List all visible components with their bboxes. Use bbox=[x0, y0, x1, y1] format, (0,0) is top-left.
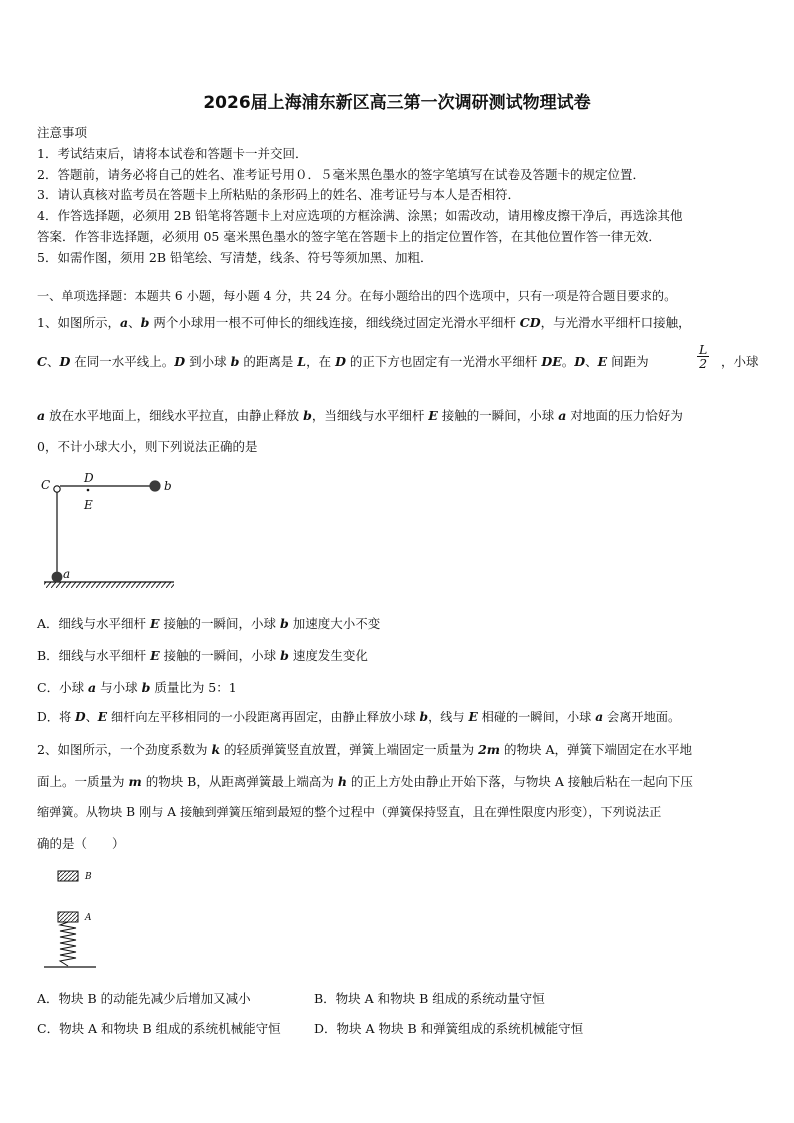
q1-line-2-end: ，小球 bbox=[721, 354, 759, 369]
fraction-L-over-2: $\frac{L}{2}$ bbox=[699, 342, 708, 372]
spring bbox=[60, 922, 76, 966]
label-A: A bbox=[85, 913, 92, 923]
q2-line-1: 2、如图所示，一个劲度系数为 k 的轻质弹簧竖直放置，弹簧上端固定一质量为 2m 的物块 A，弹簧下端固定在水平地 bbox=[37, 742, 692, 757]
q2-line-2: 面上。一质量为 m 的物块 B，从距离弹簧最上端高为 h 的正上方处由静止开始下落，与物块 A 接触后粘在一起向下压 bbox=[37, 774, 693, 789]
label-b: b bbox=[164, 479, 172, 493]
label-D: D bbox=[84, 471, 94, 485]
label-a: a bbox=[63, 567, 71, 581]
q2-option-b: B．物块 A 和物块 B 组成的系统动量守恒 bbox=[314, 991, 545, 1006]
label-E: E bbox=[84, 498, 93, 512]
block-B bbox=[58, 871, 78, 881]
q1-option-c: C．小球 a 与小球 b 质量比为 5：1 bbox=[37, 680, 237, 695]
q1-option-a: A．细线与水平细杆 E 接触的一瞬间，小球 b 加速度大小不变 bbox=[37, 616, 381, 631]
notice-item: 1．考试结束后，请将本试卷和答题卡一并交回． bbox=[37, 146, 308, 161]
q1-line-1: 1、如图所示，a、b 两个小球用一根不可伸长的细线连接，细线绕过固定光滑水平细杆 CD，与光滑水平细杆口接触， bbox=[37, 315, 691, 330]
rod-C bbox=[54, 486, 60, 492]
label-B: B bbox=[85, 872, 92, 882]
ball-a bbox=[52, 572, 63, 583]
page-title: 2026届上海浦东新区高三第一次调研测试物理试卷 bbox=[203, 93, 591, 113]
block-A bbox=[58, 912, 78, 922]
notice-item: 5．如需作图，须用 2B 铅笔绘、写清楚，线条、符号等须加黑、加粗． bbox=[37, 250, 433, 265]
q1-option-d: D．将 D、E 细杆向左平移相同的一小段距离再固定，由静止释放小球 b，线与 E 相碰的一瞬间，小球 a 会离开地面。 bbox=[37, 710, 681, 724]
q2-line-3: 缩弹簧。从物块 B 刚与 A 接触到弹簧压缩到最短的整个过程中（弹簧保持竖直，且在弹性限度内形变），下列说法正 bbox=[37, 805, 662, 819]
ball-b bbox=[149, 480, 160, 491]
notice-item: 3．请认真核对监考员在答题卡上所粘贴的条形码上的姓名、准考证号与本人是否相符． bbox=[37, 187, 520, 202]
q2-option-d: D．物块 A 物块 B 和弹簧组成的系统机械能守恒 bbox=[314, 1021, 584, 1036]
q2-option-c: C．物块 A 和物块 B 组成的系统机械能守恒 bbox=[37, 1021, 281, 1036]
q2-line-4: 确的是（ ） bbox=[37, 836, 125, 851]
label-C: C bbox=[41, 478, 51, 492]
q1-line-3: a 放在水平地面上，细线水平拉直，由静止释放 b，当细线与水平细杆 E 接触的一瞬间，小球 a 对地面的压力恰好为 bbox=[37, 408, 683, 423]
section-heading: 一、单项选择题：本题共 6 小题，每小题 4 分，共 24 分。在每小题给出的四个选项中，只有一项是符合题目要求的。 bbox=[37, 289, 677, 303]
q2-option-a: A．物块 B 的动能先减少后增加又减小 bbox=[37, 991, 251, 1006]
q2-figure bbox=[40, 865, 120, 973]
notice-item: 2．答题前，请务必将自己的姓名、准考证号用０．５毫米黑色墨水的签字笔填写在试卷及答题卡的规定位置． bbox=[37, 167, 645, 182]
q1-figure bbox=[36, 468, 186, 590]
notice-item: 答案．作答非选择题，必须用 05 毫米黑色墨水的签字笔在答题卡上的指定位置作答，在其他位置作答一律无效． bbox=[37, 229, 661, 244]
notice-item: 4．作答选择题，必须用 2B 铅笔将答题卡上对应选项的方框涂满、涂黑；如需改动，请用橡皮擦干净后，再选涂其他 bbox=[37, 208, 683, 223]
q1-option-b: B．细线与水平细杆 E 接触的一瞬间，小球 b 速度发生变化 bbox=[37, 648, 368, 663]
rod-D bbox=[87, 489, 90, 492]
ground bbox=[44, 582, 174, 588]
notice-heading: 注意事项 bbox=[37, 125, 88, 140]
q1-line-2: C、D 在同一水平线上。D 到小球 b 的距离是 L，在 D 的正下方也固定有一光滑水平细杆 DE。D、E 间距为 bbox=[37, 354, 649, 369]
q1-line-4: 0，不计小球大小，则下列说法正确的是 bbox=[37, 439, 258, 454]
